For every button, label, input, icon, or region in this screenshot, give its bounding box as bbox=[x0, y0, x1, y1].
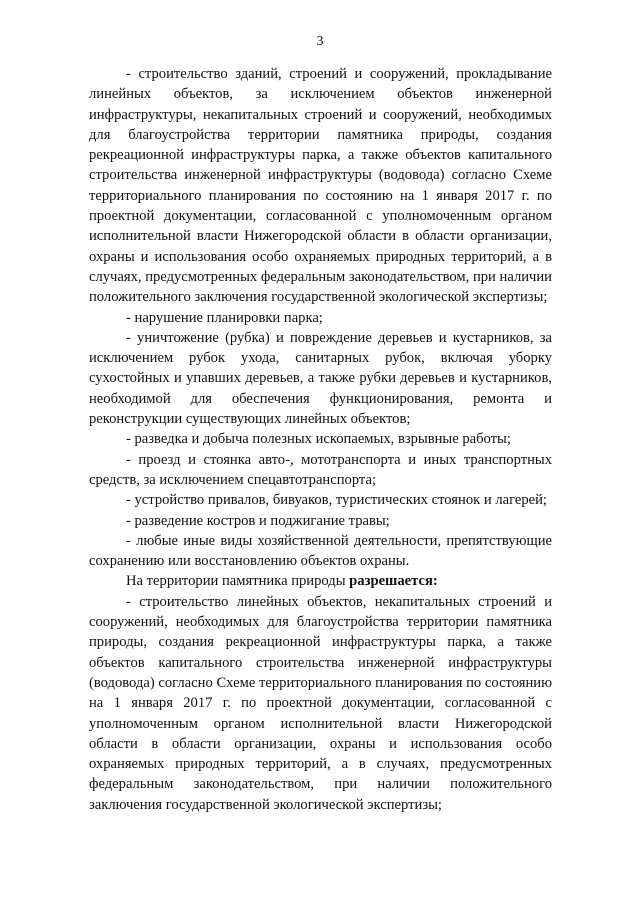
paragraph-camps: - устройство привалов, бивуаков, туристических стоянок и лагерей; bbox=[126, 492, 547, 509]
page-number: 3 bbox=[316, 34, 324, 49]
paragraph-prohibited-construction: - строительство зданий, строений и сооружений, прокладывание линейных объектов, за исключением объектов инженерной инфраструктуры, некапитальных строений и сооружений, необходимых для благоустройства территории памятника природы, создания рекреационной инфраструктуры парка, а также объектов капитального строительства инженерной инфраструктуры (водовода) согласно Схеме территориального планирования по состоянию на 1 января 2017 г. по проектной документации, согласованной с уполномоченным органом исполнительной власти Нижегородской области в области организации, охраны и использования особо охраняемых природных территорий, а в случаях, предусмотренных федеральным законодательством, при наличии положительного заключения государственной экологической экспертизы; bbox=[89, 66, 552, 306]
allowed-intro-emphasis: разрешается: bbox=[349, 573, 438, 590]
paragraph-vehicle-traffic: - проезд и стоянка авто-, мототранспорта и иных транспортных средств, за исключением спецавтотранспорта; bbox=[89, 451, 552, 488]
allowed-intro-text: На территории памятника природы bbox=[126, 573, 350, 590]
document-body bbox=[89, 64, 552, 815]
paragraph-mining: - разведка и добыча полезных ископаемых, взрывные работы; bbox=[126, 431, 511, 448]
paragraph-allowed-intro bbox=[89, 571, 552, 591]
paragraph-other-activity: - любые иные виды хозяйственной деятельности, препятствующие сохранению или восстановлению объектов охраны. bbox=[89, 532, 552, 570]
paragraph-tree-felling: - уничтожение (рубка) и повреждение деревьев и кустарников, за исключением рубок ухода, санитарных рубок, включая уборку сухостойных и упавших деревьев, а также рубки деревьев и кустарников, необходимой для обеспечения функционирования, ремонта и реконструкции существующих линейных объектов; bbox=[89, 329, 552, 428]
paragraph-park-layout: - нарушение планировки парка; bbox=[126, 309, 323, 326]
paragraph-fires: - разведение костров и поджигание травы; bbox=[126, 512, 390, 529]
paragraph-allowed-construction: - строительство линейных объектов, некапитальных строений и сооружений, необходимых для благоустройства территории памятника природы, создания рекреационной инфраструктуры парка, а также объектов капитального строительства инженерной инфраструктуры (водовода) согласно Схеме территориального планирования по состоянию на 1 января 2017 г. по проектной документации, согласованной с уполномоченным органом исполнительной власти Нижегородской области в области организации, охраны и использования особо охраняемых природных территорий, а в случаях, предусмотренных федеральным законодательством, при наличии положительного заключения государственной экологической экспертизы; bbox=[89, 593, 552, 813]
